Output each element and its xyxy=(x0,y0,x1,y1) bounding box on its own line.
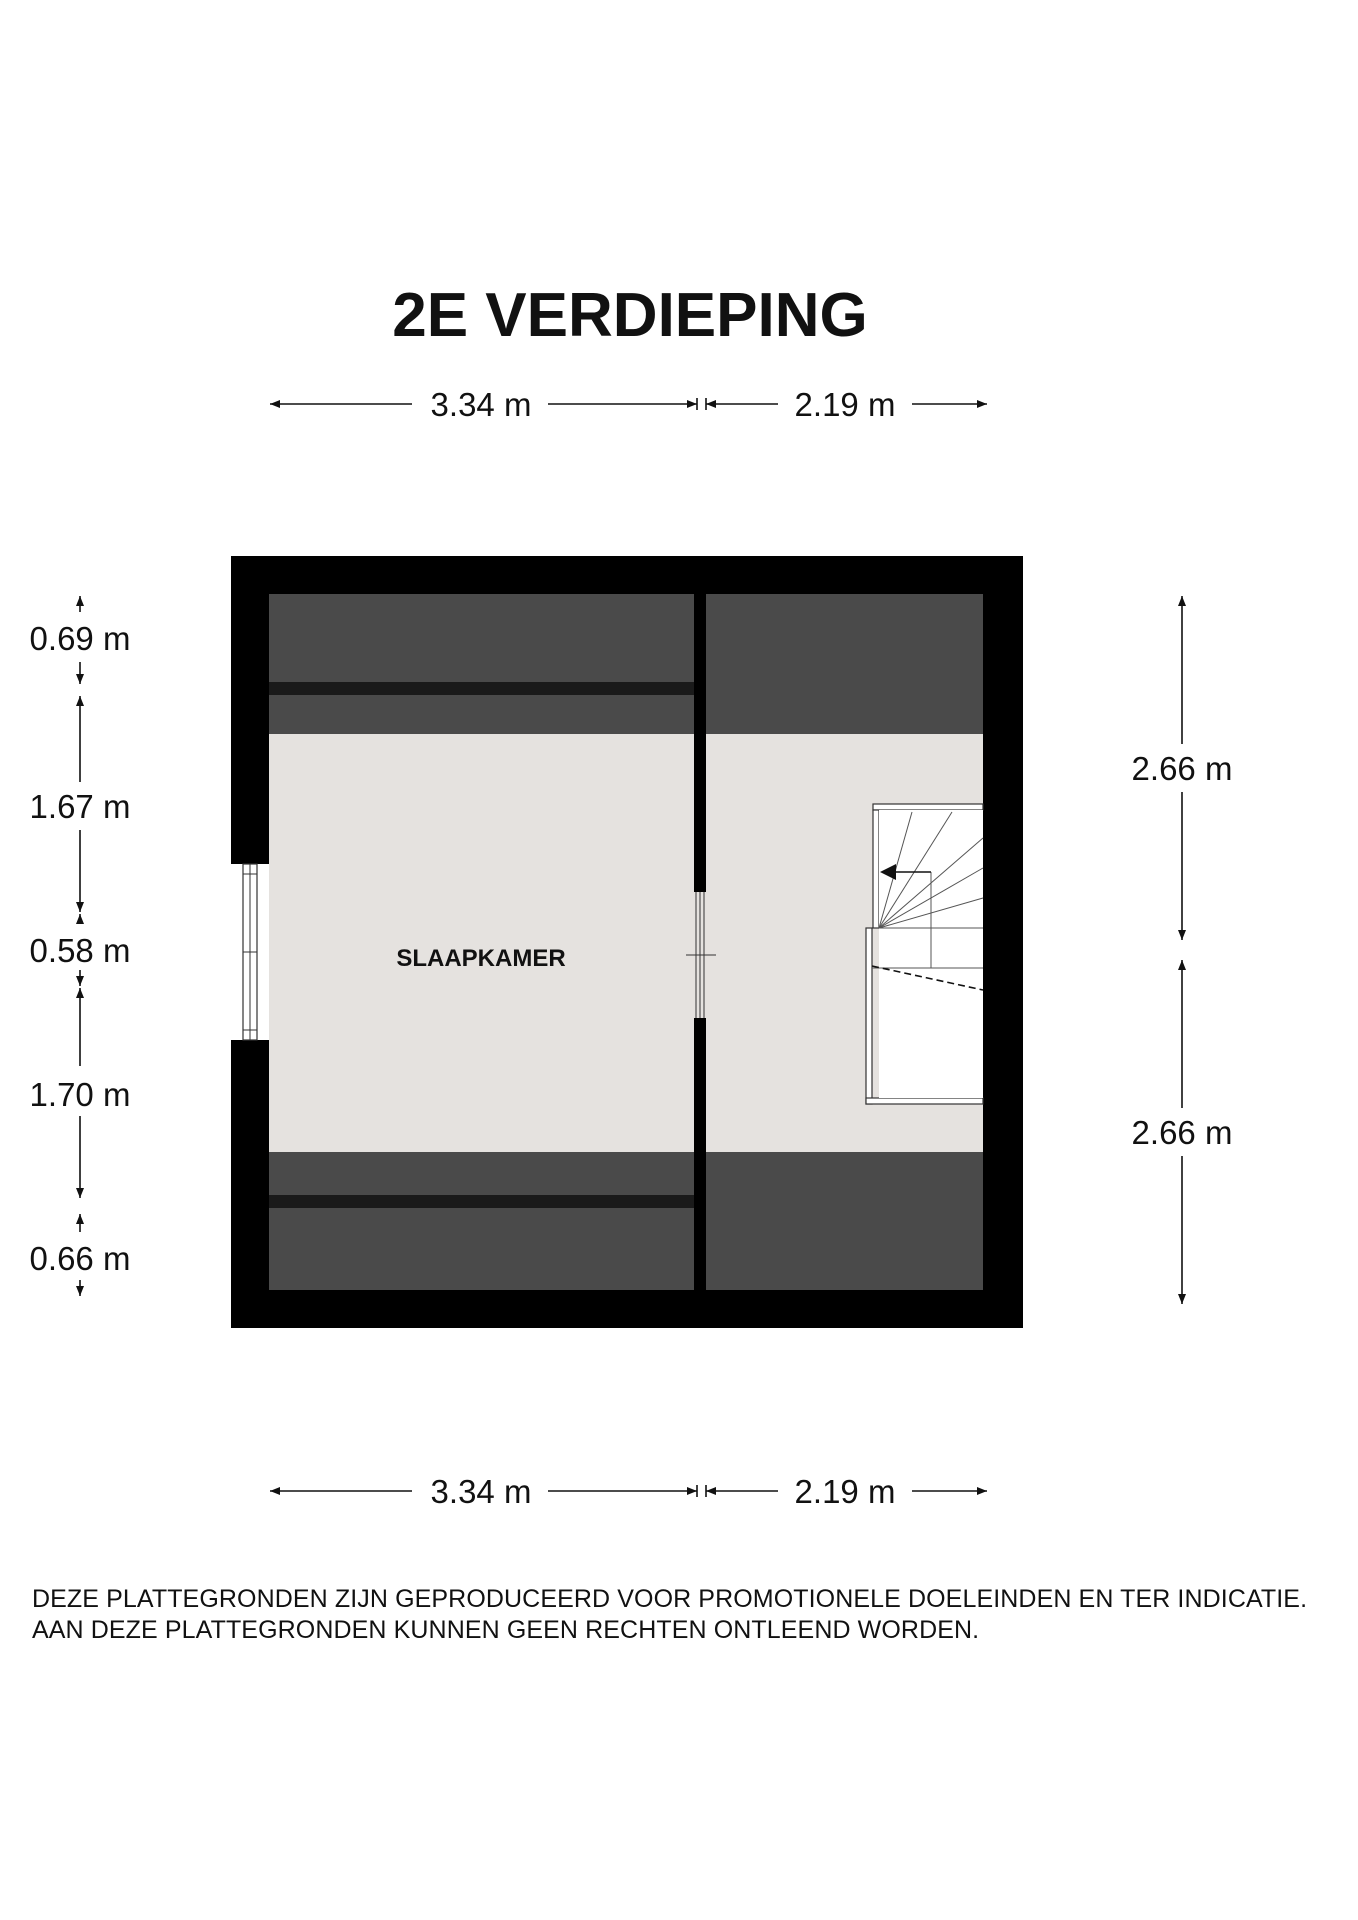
top-dimensions xyxy=(270,386,987,423)
dimension-left-5: 0.66 m xyxy=(29,1240,131,1277)
floor-slaapkamer xyxy=(269,734,694,1152)
left-dimensions xyxy=(30,596,131,1296)
bottom-dimensions xyxy=(270,1473,987,1510)
dimension-bottom-right: 2.19 m xyxy=(794,1473,896,1510)
dimension-right-bottom: 2.66 m xyxy=(1131,1114,1233,1151)
dimension-bottom-left: 3.34 m xyxy=(430,1473,532,1510)
dimension-top-left: 3.34 m xyxy=(430,386,532,423)
disclaimer-line-2: AAN DEZE PLATTEGRONDEN KUNNEN GEEN RECHTEN ONTLEEND WORDEN. xyxy=(32,1616,980,1644)
floor-plan xyxy=(231,556,1023,1328)
dimension-left-2: 1.67 m xyxy=(29,788,131,825)
dimension-left-3: 0.58 m xyxy=(29,932,131,969)
floor-title: 2E VERDIEPING xyxy=(392,281,868,350)
disclaimer-line-1: DEZE PLATTEGRONDEN ZIJN GEPRODUCEERD VOOR PROMOTIONELE DOELEINDEN EN TER INDICATIE. xyxy=(32,1585,1308,1613)
disclaimer xyxy=(32,1584,1342,1646)
knee-wall-top xyxy=(269,682,694,695)
staircase xyxy=(866,804,983,1104)
room-label-slaapkamer: SLAAPKAMER xyxy=(396,945,566,972)
right-dimensions xyxy=(1132,596,1233,1304)
knee-wall-bottom xyxy=(269,1195,694,1208)
dimension-left-4: 1.70 m xyxy=(29,1076,131,1113)
dimension-left-1: 0.69 m xyxy=(29,620,131,657)
dimension-right-top: 2.66 m xyxy=(1131,750,1233,787)
dimension-top-right: 2.19 m xyxy=(794,386,896,423)
